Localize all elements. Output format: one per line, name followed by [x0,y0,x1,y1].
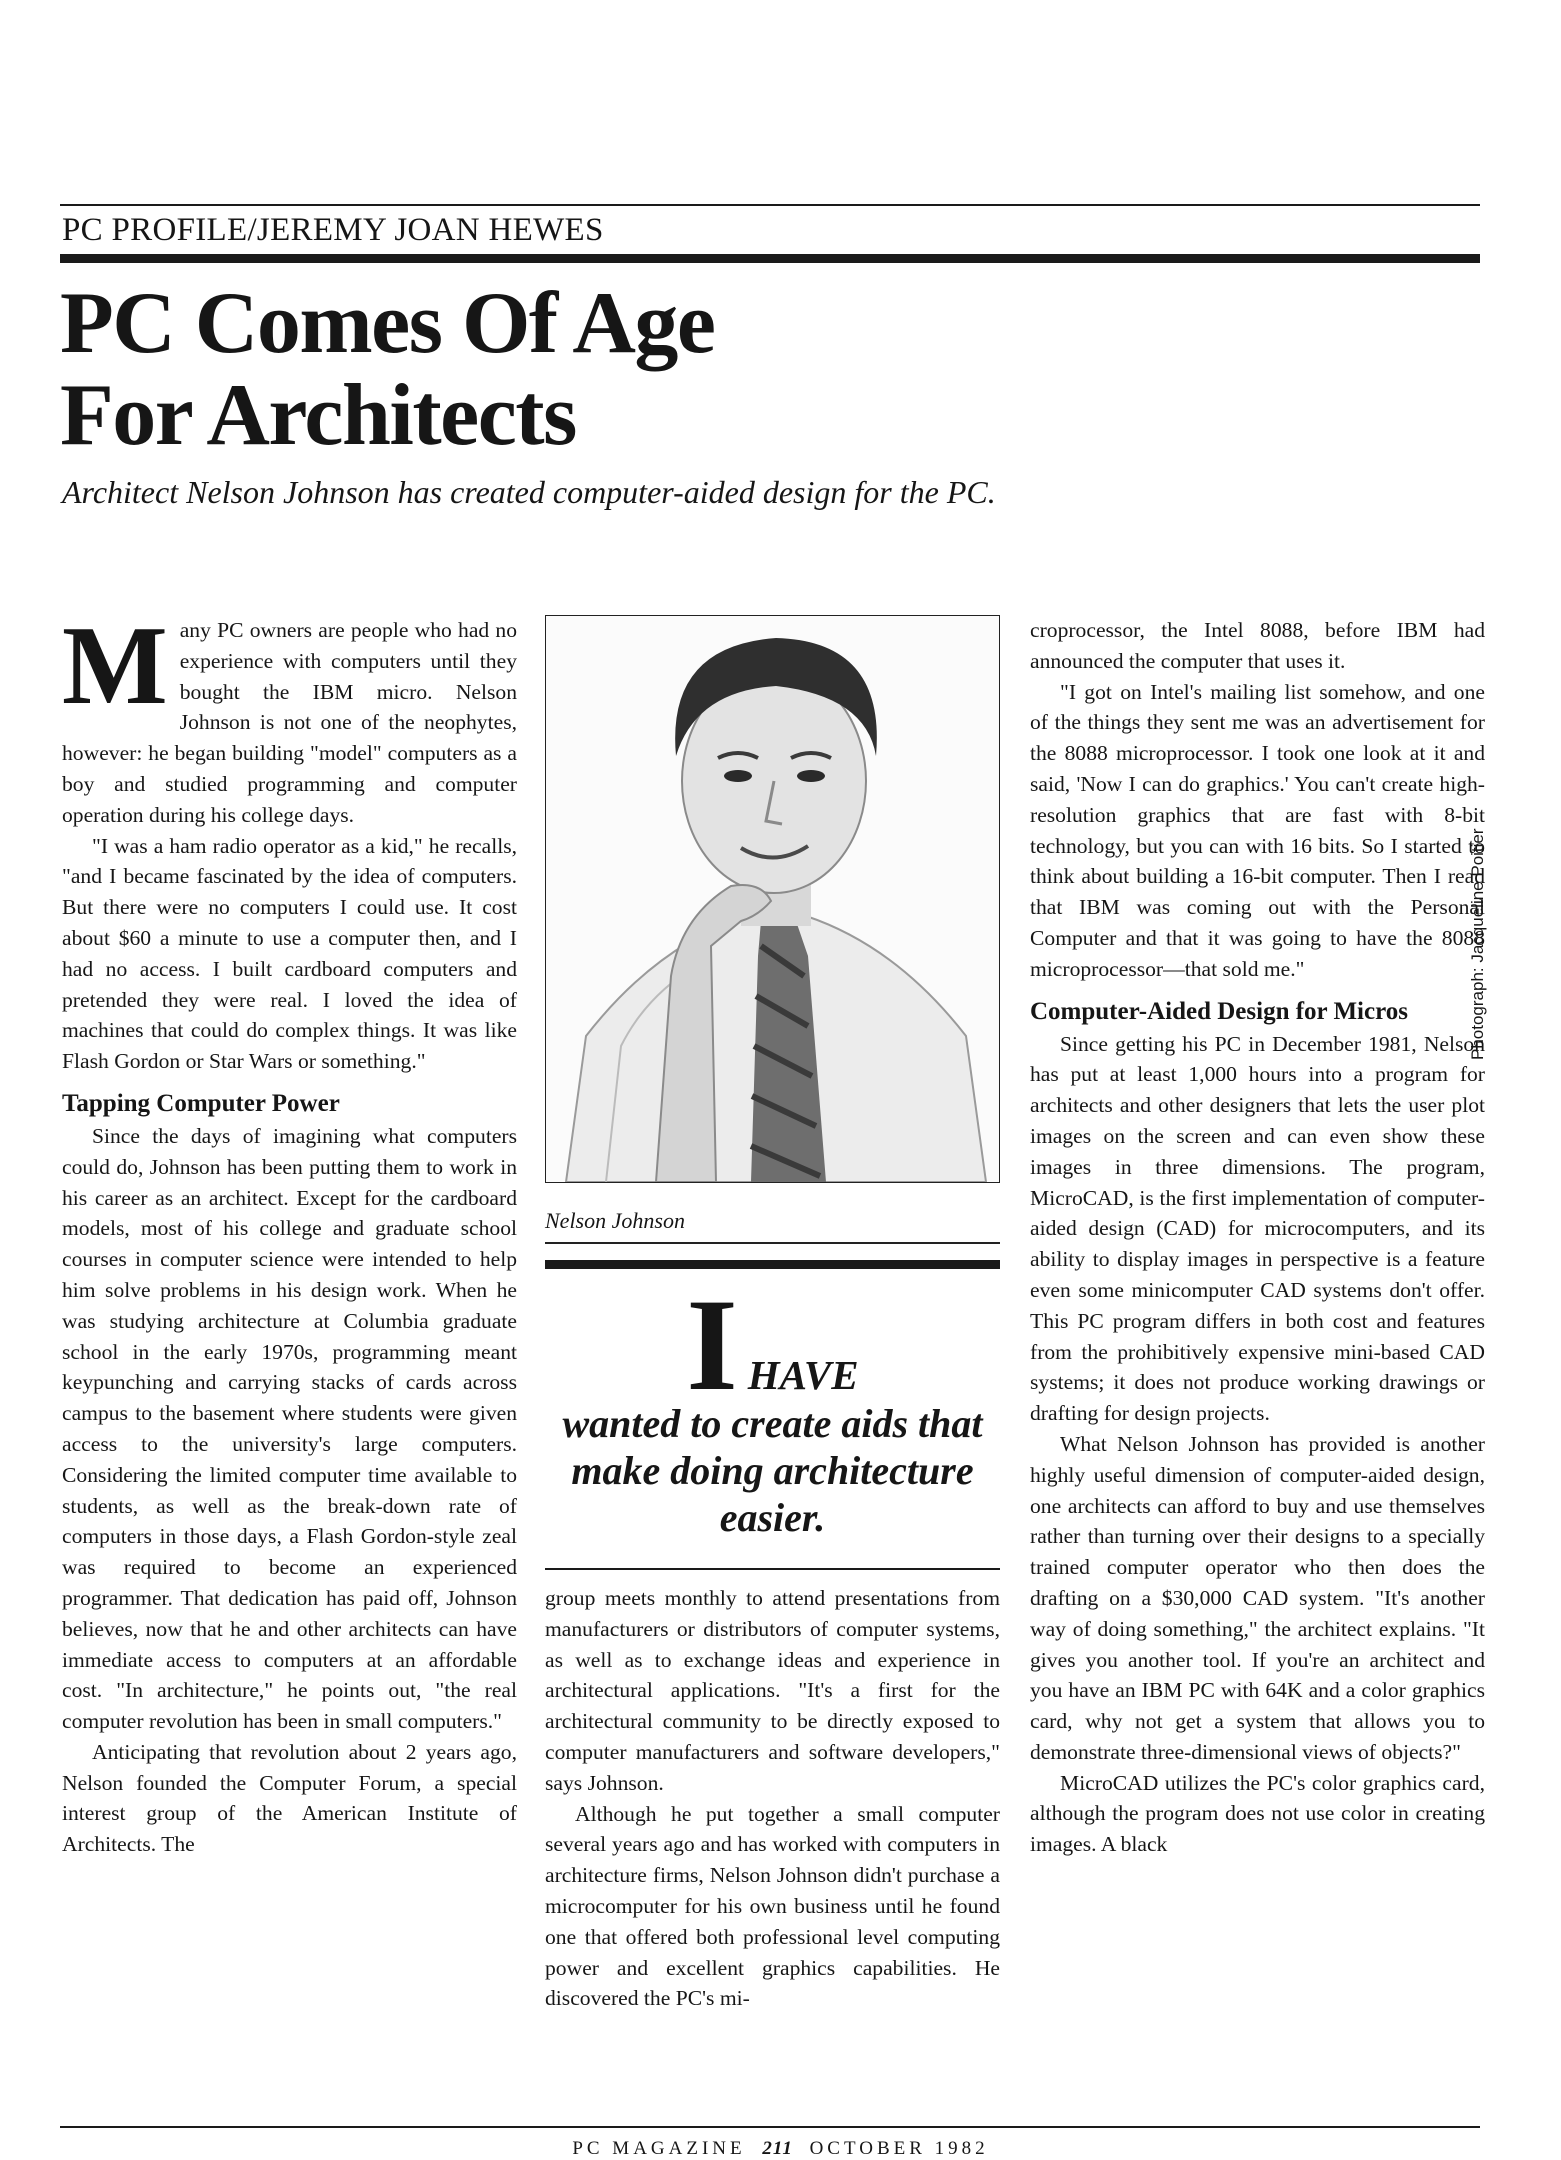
pullquote-text: wanted to create aids that make doing architecture easier. [562,1401,983,1540]
paragraph: Since getting his PC in December 1981, Nelson has put at least 1,000 hours into a program for architects and other designers that lets the user plot images on the screen and can even show these images in three dimensions. The program, MicroCAD, is the first implementation of computer-aided design (CAD) for microcomputers, and its ability to display images in perspective is a feature even some minicomputer CAD systems don't offer. This PC program differs in both cost and features from the prohibitively expensive mini-based CAD systems; it does not produce working drawings or drafting for design projects. [1030,1031,1485,1426]
paragraph: What Nelson Johnson has provided is another highly useful dimension of computer-aided design, one architects can afford to buy and use themselves rather than turning over their designs to a specially trained computer operator who then does the drafting on a $30,000 CAD system. "It's another way of doing something," the architect explains. "It gives you another tool. If you're an architect and you have an IBM PC with 64K and a color graphics card, why not get a system that allows you to demonstrate three-dimensional views of objects?" [1030,1431,1485,1764]
article-deck: Architect Nelson Johnson has created computer-aided design for the PC. [62,474,996,510]
paragraph: MicroCAD utilizes the PC's color graphics card, although the program does not use color in creating images. A black [1030,1770,1485,1857]
page-footer [0,2138,1561,2160]
paragraph: group meets monthly to attend presentations from manufacturers or distributors of computer systems, as well as to exchange ideas and experience in architectural applications. "It's a first for the architectural community to be directly exposed to computer manufacturers and software developers," says Johnson. [545,1586,1000,1795]
pullquote-initial: I [686,1271,738,1418]
paragraph: "I got on Intel's mailing list somehow, and one of the things they sent me was an advertisement for the 8088 microprocessor. I took one look at it and said, 'Now I can do graphics.' You can't create high-resolution graphics that are fast with 8-bit technology, but you can with 16 bits. So I started to think about building a 16-bit computer. Then I read that IBM was coming out with the Personal Computer and that it was going to have the 8088 microprocessor—that sold me." [1030,679,1485,981]
article-column-right [1030,615,1485,1860]
section-kicker: PC PROFILE/JEREMY JOAN HEWES [62,212,604,248]
pull-quote [545,1271,1000,1541]
subheading-computer-aided-design: Computer-Aided Design for Micros [1030,997,1408,1025]
paragraph: Although he put together a small computer several years ago and has worked with computers in architecture firms, Nelson Johnson didn't purchase a microcomputer for his own business until he found one that offered both professional level computing power and excellent graphics capabilities. He discovered the PC's mi- [545,1801,1000,2011]
paragraph: croprocessor, the Intel 8088, before IBM had announced the computer that uses it. [1030,618,1485,673]
page-number: 211 [762,2138,793,2159]
top-rule [60,204,1480,206]
pullquote-top-rule [545,1260,1000,1269]
headline-line-2: For Architects [60,367,576,464]
pullquote-bottom-rule [545,1568,1000,1570]
footer-magazine: PC MAGAZINE [572,2138,746,2159]
footer-date: OCTOBER 1982 [809,2138,989,2159]
article-column-middle [545,1583,1000,2014]
drop-cap: M [62,604,168,728]
headline-line-1: PC Comes Of Age [60,275,715,372]
article-headline [60,275,715,464]
paragraph: "I was a ham radio operator as a kid," he recalls, "and I became fascinated by the idea of computers. But there were no computers I could use. It cost about $60 a minute to use a computer then, and I had no access. I built cardboard computers and pretended they were real. I loved the idea of machines that could do complex things. It was like Flash Gordon or Star Wars or something." [62,833,517,1074]
photo-credit: Photograph: Jacqueline Poitier [1468,828,1487,1060]
portrait-illustration [546,616,999,1182]
paragraph-text: any PC owners are people who had no experience with computers until they bought the IBM micro. Nelson Johnson is not one of the neophytes, however: he began building "model" computers as a boy and studied programming and computer operation during his college days. [62,618,517,827]
portrait-photo [545,615,1000,1183]
subheading-tapping-computer-power: Tapping Computer Power [62,1089,340,1117]
paragraph: Anticipating that revolution about 2 years ago, Nelson founded the Computer Forum, a special interest group of the American Institute of Architects. The [62,1739,517,1857]
caption-rule [545,1242,1000,1244]
photo-caption: Nelson Johnson [545,1208,685,1233]
article-column-left [62,604,517,1860]
paragraph: Since the days of imagining what computers could do, Johnson has been putting them to work in his career as an architect. Except for the cardboard models, most of his college and graduate school courses in computer science were intended to help him solve problems in his design work. When he was studying architecture at Columbia graduate school in the early 1970s, programming meant keypunching and carrying stacks of cards across campus to the basement where students were given access to the university's large computers. Considering the limited computer time available to students, as well as the break-down rate of computers in those days, a Flash Gordon-style zeal was required to become an experienced programmer. That dedication has paid off, Johnson believes, now that he and other architects can have immediate access to computers at an affordable cost. "In architecture," he points out, "the real computer revolution has been in small computers." [62,1123,517,1734]
header-thick-rule [60,254,1480,263]
footer-rule [60,2126,1480,2128]
pullquote-first-word: HAVE [747,1352,859,1398]
paragraph [62,604,517,831]
